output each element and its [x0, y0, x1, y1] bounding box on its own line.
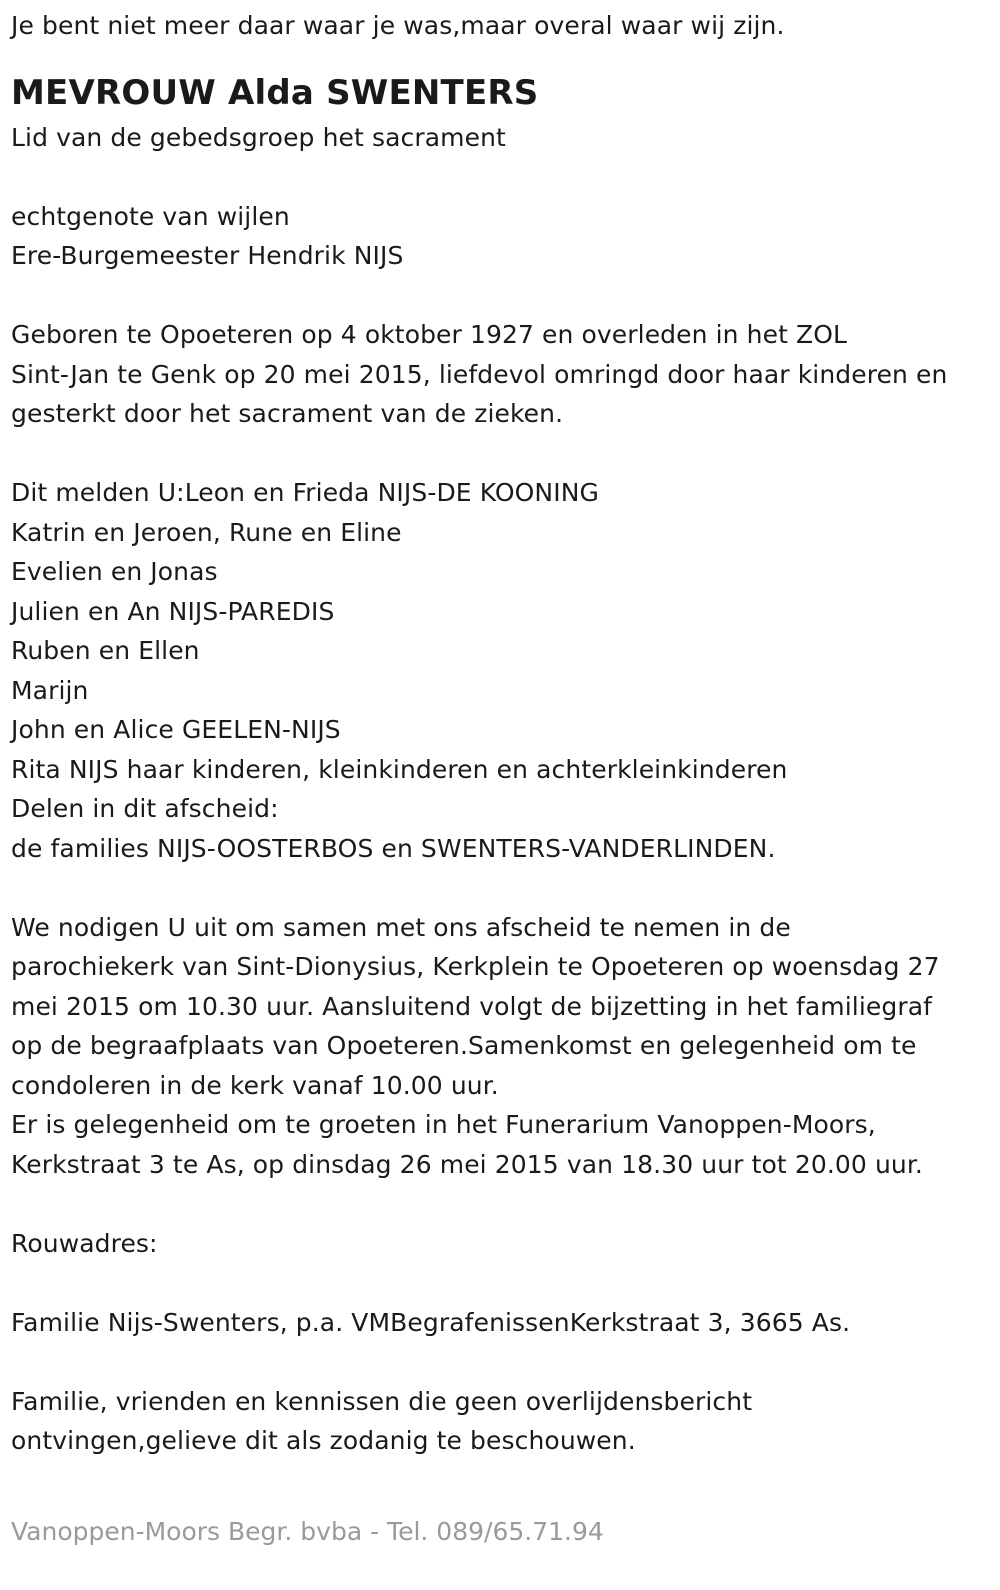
ceremony-line: parochiekerk van Sint-Dionysius, Kerkplein te Opoeteren op woensdag 27 [11, 952, 940, 981]
birth-death-block [11, 315, 988, 434]
announcer-line: Katrin en Jeroen, Rune en Eline [11, 517, 402, 547]
ceremony-line: Kerkstraat 3 te As, op dinsdag 26 mei 2015 van 18.30 uur tot 20.00 uur. [11, 1149, 923, 1179]
membership: Lid van de gebedsgroep het sacrament [11, 122, 506, 152]
ceremony-block [11, 908, 988, 1185]
spacer [11, 1342, 988, 1382]
notice-line: ontvingen,gelieve dit als zodanig te beschouwen. [11, 1426, 636, 1455]
announcers-block [11, 473, 988, 868]
announcer-line: Delen in dit afscheid: [11, 794, 279, 823]
deceased-name: MEVROUW Alda SWENTERS [11, 72, 539, 113]
spacer [11, 276, 988, 316]
spacer [11, 1263, 988, 1303]
ceremony-line: op de begraafplaats van Opoeteren.Samenkomst en gelegenheid om te [11, 1031, 917, 1060]
spacer [11, 1184, 988, 1224]
announcer-line: Ruben en Ellen [11, 636, 200, 665]
notice-line: Familie, vrienden en kennissen die geen overlijdensbericht [11, 1386, 753, 1416]
spacer [11, 434, 988, 474]
birth-death-line: Sint-Jan te Genk op 20 mei 2015, liefdevol omringd door haar kinderen en [11, 359, 948, 389]
announcer-line: de families NIJS-OOSTERBOS en SWENTERS-VANDERLINDEN. [11, 833, 776, 863]
announcer-line: Julien en An NIJS-PAREDIS [11, 596, 335, 626]
spacer [11, 46, 988, 68]
spouse-block [11, 197, 988, 276]
funeral-home-footer: Vanoppen-Moors Begr. bvba - Tel. 089/65.71.94 [11, 1517, 604, 1546]
spacer [11, 868, 988, 908]
birth-death-line: Geboren te Opoeteren op 4 oktober 1927 en overleden in het ZOL [11, 320, 848, 349]
address-label: Rouwadres: [11, 1228, 158, 1258]
ceremony-line: We nodigen U uit om samen met ons afscheid te nemen in de [11, 912, 791, 942]
announcer-line: John en Alice GEELEN-NIJS [11, 715, 341, 744]
ceremony-line: condoleren in de kerk vanaf 10.00 uur. [11, 1070, 499, 1100]
announcer-line: Marijn [11, 675, 89, 705]
spouse-line: Ere-Burgemeester Hendrik NIJS [11, 241, 404, 270]
announcer-line: Rita NIJS haar kinderen, kleinkinderen en achterkleinkinderen [11, 754, 788, 784]
mourning-address: Familie Nijs-Swenters, p.a. VMBegrafenissenKerkstraat 3, 3665 As. [11, 1307, 851, 1337]
announcer-line: Dit melden U:Leon en Frieda NIJS-DE KOONING [11, 478, 599, 507]
announcer-line: Evelien en Jonas [11, 557, 218, 586]
birth-death-line: gesterkt door het sacrament van de zieken. [11, 399, 564, 428]
notice-block [11, 1382, 988, 1461]
ceremony-line: mei 2015 om 10.30 uur. Aansluitend volgt de bijzetting in het familiegraf [11, 991, 933, 1021]
spacer [11, 157, 988, 197]
spouse-line: echtgenote van wijlen [11, 201, 290, 231]
ceremony-line: Er is gelegenheid om te groeten in het Funerarium Vanoppen-Moors, [11, 1110, 876, 1139]
motto: Je bent niet meer daar waar je was,maar overal waar wij zijn. [11, 11, 785, 40]
